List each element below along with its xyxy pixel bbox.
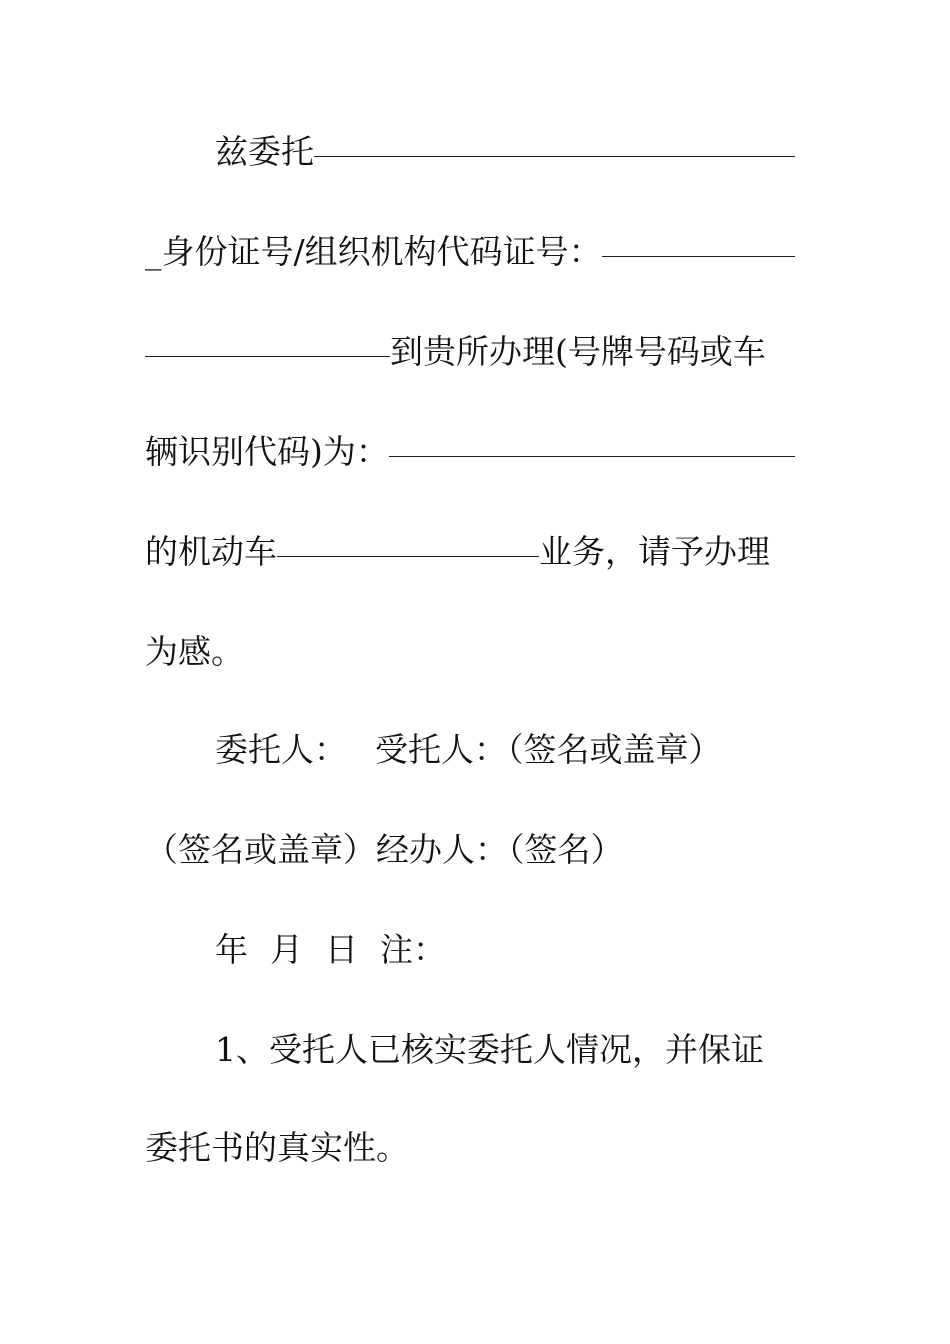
handle-at-office-line bbox=[145, 327, 795, 377]
year-label: 年 bbox=[215, 930, 248, 969]
id-number-blank-continued bbox=[145, 355, 390, 357]
thanks-text: 为感。 bbox=[145, 632, 244, 671]
sign-note: （签名） bbox=[508, 830, 624, 869]
date-note-line bbox=[215, 925, 795, 975]
sign-or-seal-note-1: （签名或盖章） bbox=[507, 730, 722, 769]
entrustee-name-blank bbox=[314, 155, 795, 157]
business-line bbox=[145, 527, 795, 577]
vehicle-id-label: 辆识别代码)为： bbox=[145, 432, 389, 471]
signature-line-1 bbox=[215, 725, 795, 775]
id-number-line bbox=[145, 227, 795, 277]
entrust-label: 兹委托 bbox=[215, 132, 314, 171]
month-label: 月 bbox=[270, 930, 303, 969]
thanks-line bbox=[145, 627, 795, 677]
note-item-1-text: 1、受托人已核实委托人情况，并保证 bbox=[215, 1030, 764, 1069]
handle-at-office-text: 到贵所办理(号牌号码或车 bbox=[390, 332, 766, 371]
id-number-label: _身份证号/组织机构代码证号： bbox=[145, 232, 602, 271]
vehicle-id-blank bbox=[389, 455, 795, 457]
business-type-blank bbox=[277, 555, 539, 557]
note-label: 注： bbox=[380, 930, 446, 969]
note-item-1-continued-text: 委托书的真实性。 bbox=[145, 1128, 409, 1167]
entrust-line bbox=[215, 127, 795, 177]
entrustee-label: 受托人： bbox=[375, 730, 507, 769]
day-label: 日 bbox=[325, 930, 358, 969]
handler-label: 经办人： bbox=[376, 830, 508, 869]
note-item-1-continued bbox=[145, 1123, 795, 1173]
entrustor-label: 委托人： bbox=[215, 730, 347, 769]
motor-vehicle-label: 的机动车 bbox=[145, 532, 277, 571]
business-request-text: 业务，请予办理 bbox=[539, 532, 770, 571]
id-number-blank bbox=[602, 255, 795, 257]
vehicle-id-line bbox=[145, 427, 795, 477]
note-item-1 bbox=[215, 1025, 795, 1075]
sign-or-seal-note-2: （签名或盖章） bbox=[145, 830, 376, 869]
signature-line-2 bbox=[145, 825, 795, 875]
